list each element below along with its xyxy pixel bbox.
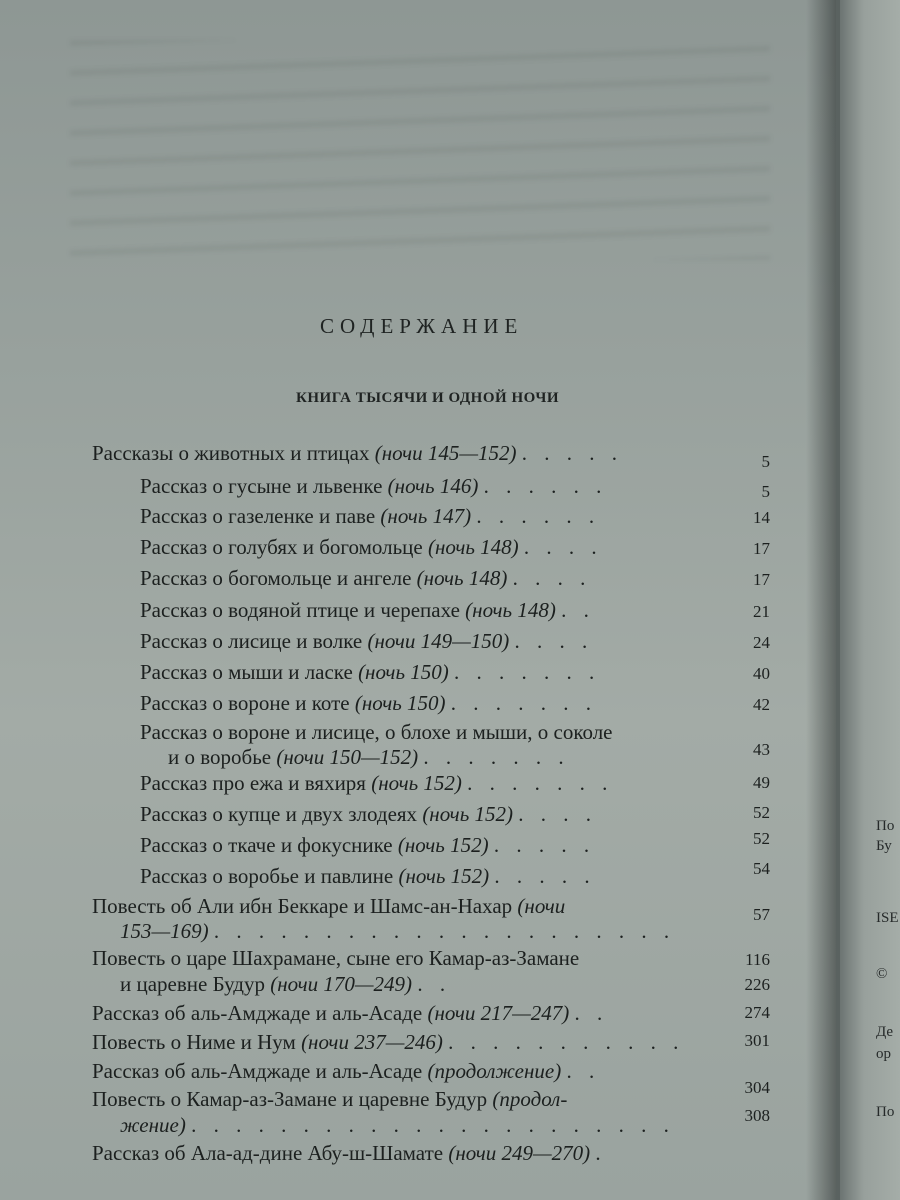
toc-entry-title: Повесть о царе Шахрамане, сыне его Камар-аз-Замане <box>92 946 580 970</box>
toc-entry-nights: (ночь 150) <box>358 660 449 684</box>
toc-page-number: 226 <box>744 975 770 994</box>
toc-entry-title: Повесть о Камар-аз-Замане и царевне Будур <box>92 1087 488 1111</box>
toc-entry <box>140 863 596 889</box>
toc-page-number: 17 <box>753 570 770 589</box>
leader-dots: . . . . . . . <box>467 771 614 795</box>
toc-page-number: 49 <box>753 773 770 792</box>
leader-dots: . . . . . . . <box>423 745 570 769</box>
leader-dots: . . . . . . <box>476 504 601 528</box>
toc-entry-nights: (ночи 150—152) <box>276 745 419 769</box>
toc-entry-nights: (ночи 145—152) <box>374 441 517 465</box>
leader-dots: . . . . . . . <box>450 691 598 715</box>
toc-page-number: 21 <box>753 602 770 621</box>
leader-dots: . . . . . <box>494 864 596 888</box>
toc-entry-nights: жение) <box>120 1113 186 1137</box>
toc-page-number: 52 <box>753 829 770 848</box>
toc-entry-continuation <box>120 1112 675 1138</box>
toc-entry-continuation <box>120 971 451 997</box>
toc-entry <box>140 473 607 499</box>
toc-entry <box>92 1029 684 1055</box>
toc-entry-title: Рассказ о мыши и ласке <box>140 660 353 684</box>
toc-entry-title: Рассказ о голубях и богомольце <box>140 535 423 559</box>
toc-page-number: 17 <box>753 539 770 558</box>
toc-page-number: 5 <box>761 452 770 471</box>
toc-entry-title: Повесть об Али ибн Беккаре и Шамс-ан-Нахар <box>92 894 513 918</box>
toc-entry-nights: (продолжение) <box>427 1059 562 1083</box>
toc-entry-title: Рассказ о лисице и волке <box>140 629 363 653</box>
toc-page-number: 304 <box>744 1078 770 1097</box>
toc-entry <box>140 770 613 796</box>
toc-entry-nights: (ночи <box>517 894 566 918</box>
adjacent-page-fragment: Де <box>876 1024 894 1040</box>
book-title: КНИГА ТЫСЯЧИ И ОДНОЙ НОЧИ <box>296 390 560 406</box>
toc-page-number: 42 <box>753 695 770 714</box>
toc-entry-title: Рассказ о вороне и коте <box>140 691 350 715</box>
toc-entry <box>140 565 591 591</box>
toc-entry-nights: (ночи 237—246) <box>301 1030 443 1054</box>
leader-dots: . . . . <box>518 802 597 826</box>
toc-entry <box>140 628 593 654</box>
toc-entry <box>92 1140 607 1166</box>
toc-entry <box>140 801 597 827</box>
toc-page-number: 24 <box>753 633 770 652</box>
leader-dots: . . . . . . <box>483 474 608 498</box>
toc-entry <box>140 719 613 745</box>
leader-dots: . . . . . <box>521 441 624 465</box>
toc-page-number: 14 <box>753 508 770 527</box>
leader-dots: . . . . . . . <box>454 660 601 684</box>
leader-dots: . . . . <box>514 629 594 653</box>
toc-page-number: 301 <box>744 1031 770 1050</box>
toc-entry-nights: (продол- <box>492 1087 568 1111</box>
leader-dots: . . . . . . . . . . . . . . . . . . . . . . <box>191 1113 675 1137</box>
toc-entry-title: Рассказ об аль-Амджаде и аль-Асаде <box>92 1001 423 1025</box>
toc-entry-title: Рассказ о водяной птице и черепахе <box>140 598 460 622</box>
adjacent-page-fragment: Бу <box>876 838 892 854</box>
toc-entry-title: Рассказ о гусыне и львенке <box>140 474 383 498</box>
toc-entry-title: Рассказ об аль-Амджаде и аль-Асаде <box>92 1059 423 1083</box>
toc-entry-nights: (ночь 148) <box>427 535 519 559</box>
toc-entry <box>92 893 565 919</box>
leader-dots: . . <box>561 598 595 622</box>
adjacent-page-fragment: ISE <box>876 910 899 926</box>
leader-dots: . . . . <box>523 535 603 559</box>
adjacent-page-fragment: ор <box>876 1046 891 1062</box>
toc-entry <box>92 1058 600 1084</box>
toc-entry <box>92 440 623 466</box>
toc-entry <box>140 534 603 560</box>
toc-entry-nights: (ночь 152) <box>397 833 489 857</box>
leader-dots: . . . . . . . . . . . <box>448 1030 685 1054</box>
toc-page-number: 52 <box>753 803 770 822</box>
toc-page-number: 54 <box>753 859 770 878</box>
toc-page-number: 43 <box>753 740 770 759</box>
toc-entry <box>92 1086 567 1112</box>
toc-entry-title: Повесть о Ниме и Нум <box>92 1030 296 1054</box>
page-title: СОДЕРЖАНИЕ <box>320 314 524 338</box>
leader-dots: . . <box>574 1001 609 1025</box>
adjacent-page-fragment: По <box>876 818 895 834</box>
leader-dots: . . <box>566 1059 601 1083</box>
toc-entry-nights: (ночи 170—249) <box>270 972 413 996</box>
toc-entry-nights: (ночи 149—150) <box>367 629 510 653</box>
toc-entry-nights: (ночь 148) <box>416 566 508 590</box>
toc-entry-continuation <box>120 918 675 944</box>
adjacent-page-fragment: © <box>876 966 888 982</box>
toc-entry-nights: (ночь 152) <box>371 771 462 795</box>
toc-entry-nights: 153—169) <box>120 919 209 943</box>
toc-page-number: 57 <box>753 905 770 924</box>
toc-entry <box>140 690 597 716</box>
toc-entry-title: Рассказ о газеленке и паве <box>140 504 376 528</box>
toc-entry-title: Рассказ об Ала-ад-дине Абу-ш-Шамате <box>92 1141 444 1165</box>
toc-page-number: 40 <box>753 664 770 683</box>
leader-dots: . . <box>417 972 452 996</box>
toc-page-number: 308 <box>744 1106 770 1125</box>
adjacent-page-fragment: По <box>876 1104 895 1120</box>
toc-entry-nights: (ночь 152) <box>422 802 513 826</box>
toc-entry-nights: (ночь 148) <box>465 598 556 622</box>
toc-entry <box>92 1000 608 1026</box>
toc-entry-nights: (ночь 146) <box>387 474 479 498</box>
adjacent-page <box>840 0 900 1200</box>
toc-entry-nights: (ночь 150) <box>354 691 446 715</box>
toc-entry-nights: (ночь 147) <box>380 504 472 528</box>
toc-entry <box>92 945 579 971</box>
toc-entry-title: Рассказ о купце и двух злодеях <box>140 802 418 826</box>
toc-entry <box>140 659 600 685</box>
leader-dots: . . . . . . . . . . . . . . . . . . . . . <box>213 919 676 943</box>
toc-entry-continuation <box>168 744 570 770</box>
toc-entry-title: Рассказ про ежа и вяхиря <box>140 771 366 795</box>
toc-entry-nights: (ночи 217—247) <box>427 1001 570 1025</box>
toc-page-number: 274 <box>744 1003 770 1022</box>
leader-dots: . . . . <box>512 566 592 590</box>
toc-entry <box>140 597 595 623</box>
toc-entry <box>140 503 600 529</box>
toc-entry-title: и о воробье <box>168 745 272 769</box>
toc-entry-title: и царевне Будур <box>120 972 265 996</box>
toc-entry-nights: (ночь 152) <box>398 864 490 888</box>
toc-entry-title: Рассказ о вороне и лисице, о блохе и мыши, о соколе <box>140 720 613 744</box>
toc-entry-title: Рассказ о богомольце и ангеле <box>140 566 412 590</box>
toc-entry <box>140 832 595 858</box>
toc-entry-nights: (ночи 249—270) <box>448 1141 591 1165</box>
toc-entry-title: Рассказ о ткаче и фокуснике <box>140 833 393 857</box>
leader-dots: . <box>595 1141 607 1165</box>
toc-entry-title: Рассказ о воробье и павлине <box>140 864 394 888</box>
toc-page-number: 116 <box>745 950 770 969</box>
toc-page-number: 5 <box>761 482 770 501</box>
leader-dots: . . . . . <box>493 833 596 857</box>
toc-entry-title: Рассказы о животных и птицах <box>92 441 370 465</box>
